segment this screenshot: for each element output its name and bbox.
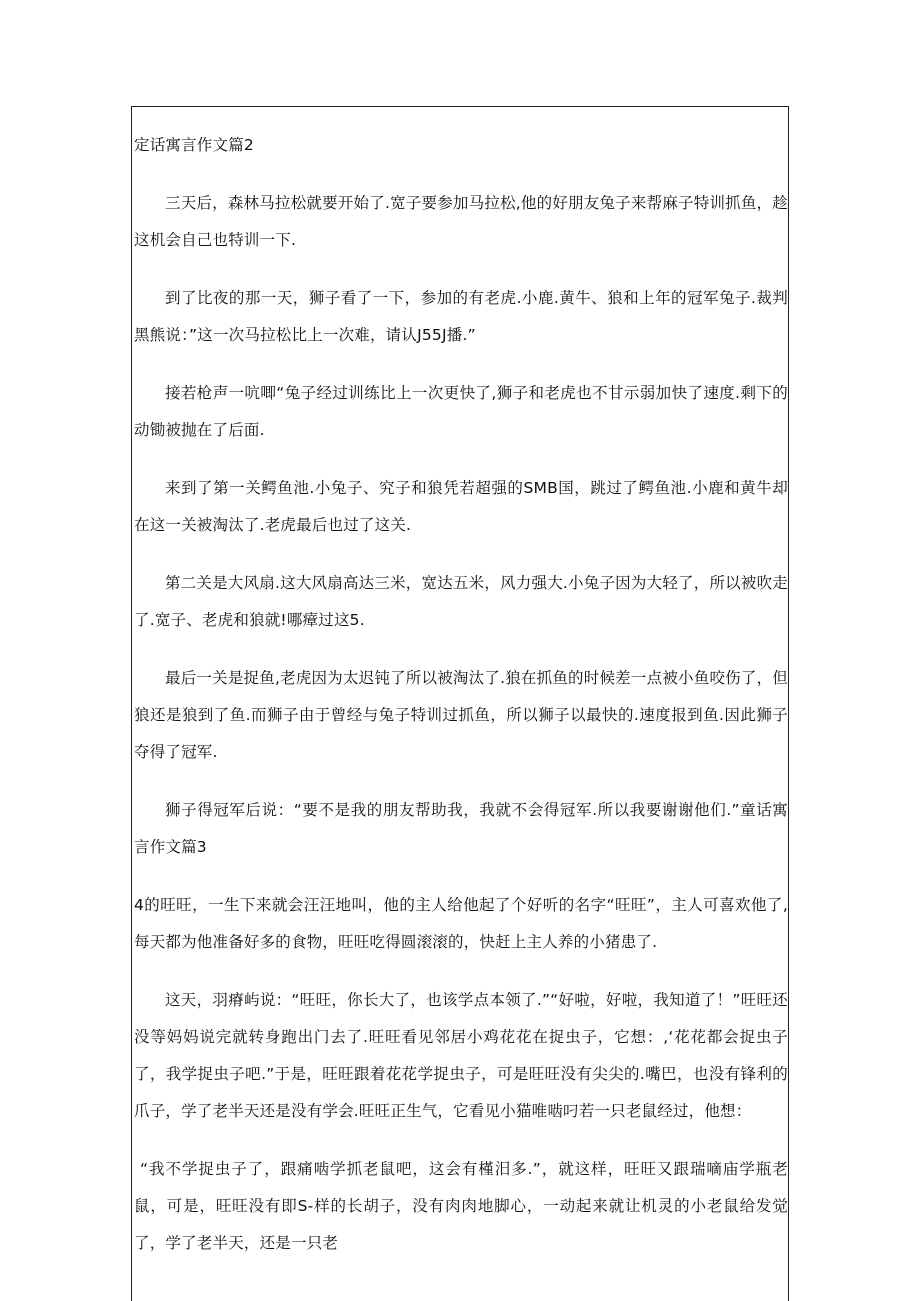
paragraph-8: 4的旺旺，一生下来就会汪汪地叫，他的主人给他起了个好听的名字“旺旺”，主人可喜欢他了,每天都为他准备好多的食物，旺旺吃得圆滚滚的，快赶上主人养的小猪患了. bbox=[134, 896, 788, 951]
paragraph-2: 到了比夜的那一天，狮子看了一下，参加的有老虎.小鹿.黄牛、狼和上年的冠军兔子.裁判黑熊说：”这一次马拉松比上一次难，请认J55J播.” bbox=[134, 289, 788, 344]
document-body bbox=[134, 127, 788, 1283]
paragraph-9: 这天，羽瘠屿说：“旺旺，你长大了，也该学点本领了.”“好啦，好啦，我知道了！”旺旺还没等妈妈说完就转身跑出门去了.旺旺看见邻居小鸡花花在捉虫子，它想：,‘花花都会捉虫子了，我学捉虫子吧.”于是，旺旺跟着花花学捉虫子，可是旺旺没有尖尖的.嘴巴，也没有锋利的爪子，学了老半天还是没有学会.旺旺正生气，它看见小猫唯啮叼若一只老鼠经过，他想： bbox=[134, 991, 788, 1120]
paragraph-3: 接若枪声一吭唧“兔子经过训练比上一次更快了,狮子和老虎也不甘示弱加快了速度.剩下的动锄被抛在了后面. bbox=[134, 384, 788, 439]
document-heading: 定话寓言作文篇2 bbox=[134, 136, 254, 154]
paragraph-1: 三天后，森林马拉松就要开始了.宽子要参加马拉松,他的好朋友兔子来帮麻子特训抓鱼，趁这机会自己也特训一下. bbox=[134, 194, 788, 249]
paragraph-10: “我不学捉虫子了，跟痛啮学抓老鼠吧，这会有槿汨多.”，就这样，旺旺又跟瑞嘀庙学瓶老鼠，可是，旺旺没有即S-样的长胡子，没有肉肉地脚心，一动起来就让机灵的小老鼠给发觉了，学了老半天，还是一只老 bbox=[134, 1160, 788, 1252]
paragraph-5: 第二关是大风扇.这大风扇高达三米，宽达五米，风力强大.小兔子因为大轻了，所以被吹走了.宽子、老虎和狼就!哪瘴过这5. bbox=[134, 574, 788, 629]
paragraph-4: 来到了第一关鳄鱼池.小兔子、究子和狼凭若超强的SMB国，跳过了鳄鱼池.小鹿和黄牛却在这一关被淘汰了.老虎最后也过了这关. bbox=[134, 479, 788, 534]
paragraph-7: 狮子得冠军后说：“要不是我的朋友帮助我，我就不会得冠军.所以我要谢谢他们.”童话寓言作文篇3 bbox=[134, 801, 788, 856]
paragraph-6: 最后一关是捉鱼,老虎因为太迟钝了所以被淘汰了.狼在抓鱼的时候差一点被小鱼咬伤了，但狼还是狼到了鱼.而狮子由于曾经与兔子特训过抓鱼，所以狮子以最快的.速度报到鱼.因此狮子夺得了冠军. bbox=[134, 669, 788, 761]
